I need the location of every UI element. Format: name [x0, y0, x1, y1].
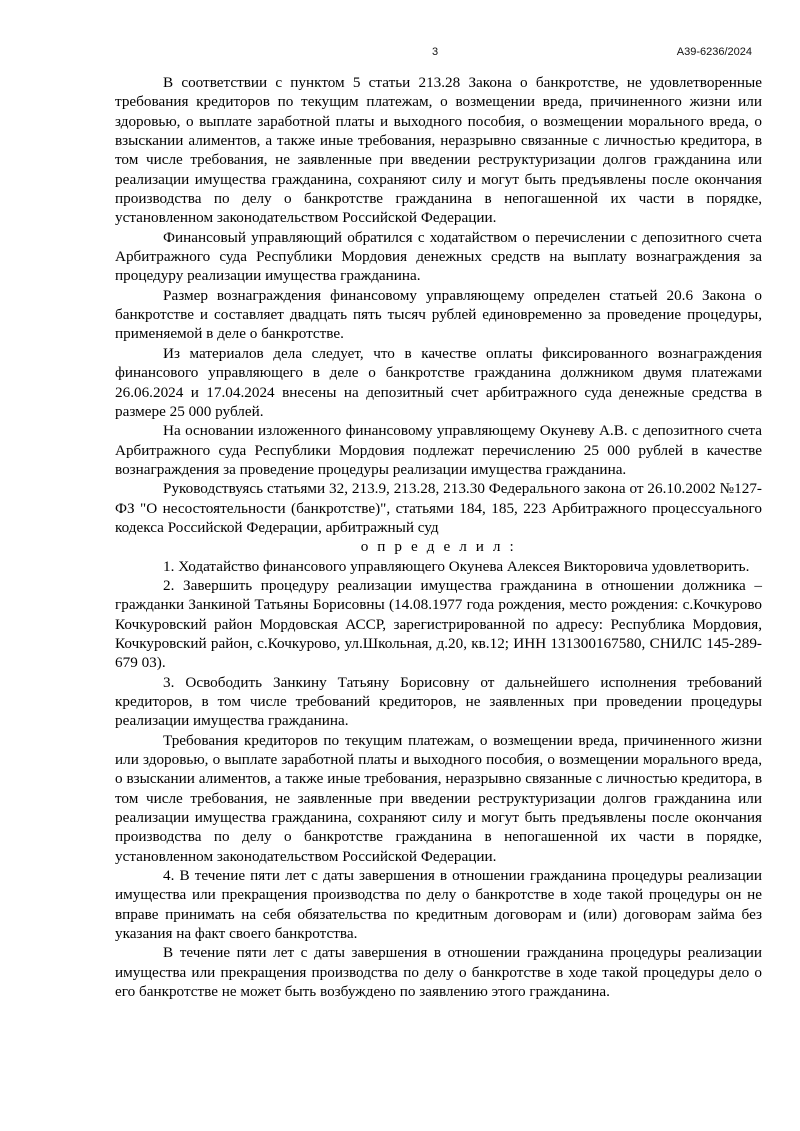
paragraph-article-213-28: В соответствии с пунктом 5 статьи 213.28 Закона о банкротстве, не удовлетворенные требования кредиторов по текущим платежам, о возмещении вреда, причиненного жизни или здоровью, о выплате заработной платы и выходного пособия, о возмещении морального вреда, о взыскании алиментов, а также иные требования, неразрывно связанные с личностью кредитора, в том числе требования, не заявленные при введении реструктуризации долгов гражданина или реализации имущества гражданина, сохраняют силу и могут быть предъявлены после окончания производства по делу о банкротстве гражданина в непогашенной их части в порядке, установленном законодательством Российской Федерации. [115, 74, 762, 227]
page-number: 3 [431, 46, 439, 58]
paragraph-creditor-claims: Требования кредиторов по текущим платежам, о возмещении вреда, причиненного жизни или здоровью, о выплате заработной платы и выходного пособия, о возмещении морального вреда, о взыскании алиментов, а также иные требования, неразрывно связанные с личностью кредитора, в том числе требования, не заявленные при введении реструктуризации долгов гражданина или реализации имущества гражданина, сохраняют силу и могут быть предъявлены после окончания производства по делу о банкротстве гражданина в непогашенной их части в порядке, установленном законодательством Российской Федерации. [115, 731, 762, 865]
paragraph-legal-basis: Руководствуясь статьями 32, 213.9, 213.28, 213.30 Федерального закона от 26.10.2002 №127-ФЗ "О несостоятельности (банкротстве)", статьями 184, 185, 223 Арбитражного процессуального кодекса Российской Федерации, арбитражный суд [115, 480, 762, 536]
paragraph-case-materials: Из материалов дела следует, что в качестве оплаты фиксированного вознаграждения финансового управляющего в деле о банкротстве гражданина должником двумя платежами 26.06.2024 и 17.04.2024 внесены на депозитный счет арбитражного суда денежные средства в размере 25 000 рублей. [115, 344, 762, 420]
paragraph-fee-amount: Размер вознаграждения финансовому управляющему определен статьей 20.6 Закона о банкротстве и составляет двадцать пять тысяч рублей единовременно за проведение процедуры, применяемой в деле о банкротстве. [115, 286, 762, 343]
ruling-item-3: 3. Освободить Занкину Татьяну Борисовну от дальнейшего исполнения требований кредиторов, в том числе требований кредиторов, не заявленных при проведении процедуры реализации имущества гражданина. [115, 673, 762, 730]
case-number: А39-6236/2024 [676, 46, 752, 58]
ruling-item-4: 4. В течение пяти лет с даты завершения в отношении гражданина процедуры реализации имущества или прекращения производства по делу о банкротстве в ходе такой процедуры он не вправе принимать на себя обязательства по кредитным договорам и (или) договорам займа без указания на факт своего банкротства. [115, 867, 762, 943]
ruling-heading: о п р е д е л и л : [360, 538, 517, 556]
ruling-item-1: 1. Ходатайство финансового управляющего Окунева Алексея Викторовича удовлетворить. [163, 557, 750, 575]
document-body [115, 73, 762, 1002]
paragraph-motion-transfer: Финансовый управляющий обратился с ходатайством о перечислении с депозитного счета Арбитражного суда Республики Мордовия денежных средств на выплату вознаграждения за процедуру реализации имущества гражданина. [115, 228, 762, 285]
paragraph-transfer-basis: На основании изложенного финансовому управляющему Окуневу А.В. с депозитного счета Арбитражного суда Республики Мордовия подлежат перечислению 25 000 рублей в качестве вознаграждения за проведение процедуры реализации имущества гражданина. [115, 422, 762, 478]
ruling-item-2: 2. Завершить процедуру реализации имущества гражданина в отношении должника – гражданки Занкиной Татьяны Борисовны (14.08.1977 года рождения, место рождения: с.Кочкурово Кочкуровский район Мордовская АССР, зарегистрированной по адресу: Республика Мордовия, Кочкуровский район, с.Кочкурово, ул.Школьная, д.20, кв.12; ИНН 131300167580, СНИЛС 145-289-679 03). [115, 576, 762, 672]
paragraph-five-year-limit: В течение пяти лет с даты завершения в отношении гражданина процедуры реализации имущества или прекращения производства по делу о банкротстве в ходе такой процедуры дело о его банкротстве не может быть возбуждено по заявлению этого гражданина. [115, 944, 762, 1001]
